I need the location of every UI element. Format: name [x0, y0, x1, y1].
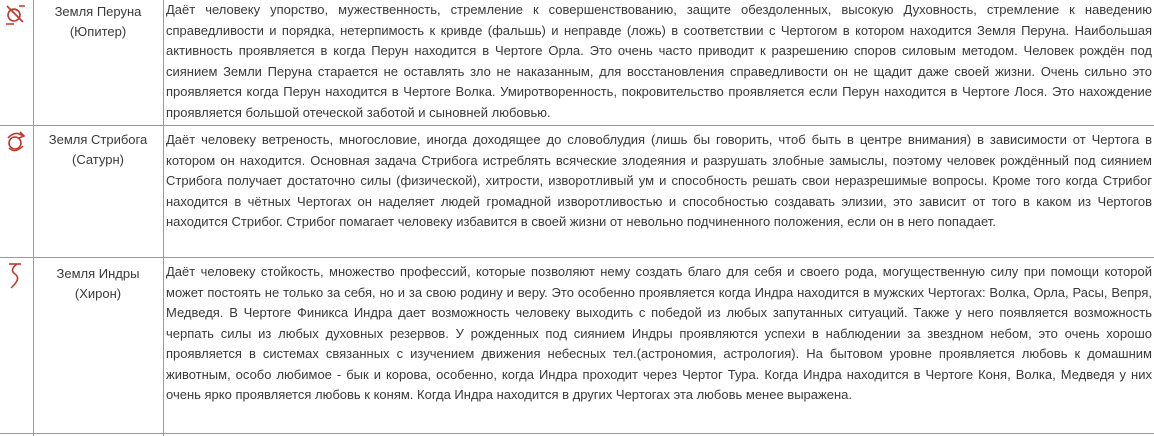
- icon-cell: [0, 0, 33, 125]
- jupiter-symbol-icon: [3, 2, 29, 28]
- table-row: [0, 258, 1154, 433]
- table-row: [0, 126, 1154, 257]
- table-row: [0, 0, 1154, 125]
- planet-name-cell: [34, 130, 162, 170]
- planet-name: Земля Индры: [56, 266, 140, 281]
- chiron-symbol-icon: [3, 260, 29, 290]
- planet-name: Земля Стрибога: [48, 132, 148, 147]
- row-divider: [0, 433, 1154, 434]
- planet-subname: (Юпитер): [69, 24, 127, 39]
- planet-subname: (Хирон): [74, 286, 122, 301]
- planet-name-cell: [34, 264, 162, 304]
- planet-subname: (Сатурн): [72, 152, 124, 167]
- planet-name-cell: [34, 2, 162, 42]
- planet-description: Даёт человеку упорство, мужественность, стремление к совершенствованию, защите обездоленных, высокую Духовность, стремление к наведению справедливости и порядка, нетерпимость к кривде (фальшь) и неправде (ложь) в соответствии с Чертогом в котором находится Земля Перуна. Наибольшая активность проявляется в когда Перун находится в Чертоге Орла. Это очень часто приводит к разрешению споров силовым методом. Человек рождён под сиянием Земли Перуна старается не оставлять зло не наказанным, для восстановления справедливости он не щадит даже своей жизни. Очень сильно это проявляется когда Перун находится в Чертоге Волка. Умиротворенность, покровительство проявляется если Перун находится в Чертоге Лося. Это нахождение проявляется большой отеческой заботой и сыновней любовью.: [166, 2, 1152, 120]
- planet-description: Даёт человеку ветреность, многословие, иногда доходящее до словоблудия (лишь бы говорить, чтоб быть в центре внимания) в зависимости от Чертога в котором он находится. Основная задача Стрибога истреблять всяческие злодеяния и разрушать злобные замыслы, поэтому человек рождённый под сиянием Стрибога получает достаточно силы (физической), хитрости, изворотливый ум и способность решать свои неразрешимые вопросы. Кроме того когда Стрибог находится в чётных Чертогах он наделяет людей громадной изворотливостью и способностью создавать элизии, это зависит от того в каком из Чертогов находится Стрибог. Стрибог помагает человеку избавится в своей жизни от невольно подчиненного положения, если он в него попадает.: [166, 132, 1152, 229]
- planet-description: Даёт человеку стойкость, множество профессий, которые позволяют нему создать благо для себя и своего рода, могущественную силу при помощи которой может постоять не только за себя, но и за свою родину и веру. Это особенно проявляется когда Индра находится в мужских Чертогах: Волка, Орла, Расы, Вепря, Медведя. В Чертоге Финикса Индра дает возможность человеку выходить с победой из любых запутанных ситуаций. Также у него появляется возможность черпать силы из любых духовных резервов. У рожденных под сиянием Индры проявляются успехи в наблюдении за звездном небом, это очень хорошо проявляется в системах связанных с изучением движения небесных тел.(астрономия, астрология). На бытовом уровне проявляется любовь к домашним животным, особо любимое - бык и корова, особенно, когда Индра проходит через Чертог Тура. Когда Индра находится в Чертоге Коня, Волка, Медведя у них очень ярко проявляется любовь к коням. Когда Индра находится в других Чертогах эта любовь менее выражена.: [166, 264, 1152, 402]
- saturn-symbol-icon: [3, 128, 29, 154]
- icon-cell: [0, 258, 33, 433]
- planet-name: Земля Перуна: [54, 4, 142, 19]
- icon-cell: [0, 126, 33, 257]
